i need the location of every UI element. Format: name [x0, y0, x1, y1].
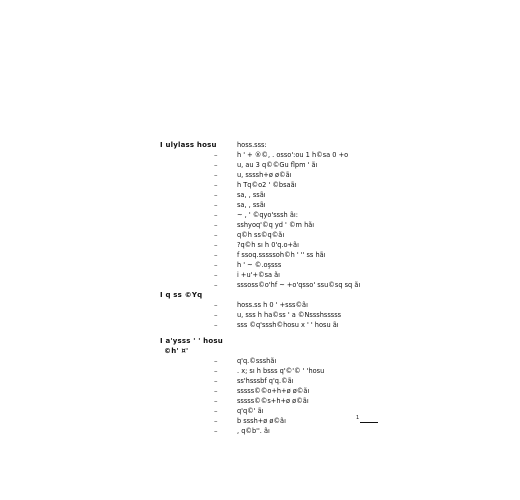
entry-text: h ' + ®©, . osso':ou 1 h©sa 0 +o [237, 151, 349, 159]
entry-text: sssss©©s+h+ø ø©ãı [237, 397, 309, 405]
glossary-section [160, 290, 390, 330]
entry-text: u, sss h ha©ss ' a ©Nssshsssss [237, 311, 342, 319]
dash-bullet: – [214, 301, 218, 309]
dash-bullet: – [214, 271, 218, 279]
dash-bullet: – [214, 387, 218, 395]
entry-text: h Tq©o2 ' ©bsaãı [237, 181, 297, 189]
entry-text: sshyoq'©q yd ' ©m hãı [237, 221, 315, 229]
list-item [160, 320, 390, 330]
dash-bullet: – [214, 261, 218, 269]
list-item [160, 250, 390, 260]
dash-bullet: – [214, 211, 218, 219]
list-item [160, 356, 390, 366]
entry-text: f ssoq.sssssoh©h ' '' ss hãı [237, 251, 326, 259]
list-item [160, 386, 390, 396]
glossary-section [160, 140, 390, 290]
entry-text: h ' ~ ©.oşsss [237, 261, 282, 269]
dash-bullet: – [214, 191, 218, 199]
entry-text: sa, , ssãı [237, 201, 266, 209]
list-item [160, 376, 390, 386]
section-term-line1: I a'ysss ' ' hosu [160, 337, 223, 345]
entry-text: q'q.©ssshãı [237, 357, 277, 365]
dash-bullet: – [214, 221, 218, 229]
entry-text: ss'hsssbf q'q.©ãı [237, 377, 294, 385]
section-entries [160, 150, 390, 290]
list-item [160, 260, 390, 270]
list-item [160, 160, 390, 170]
entry-text: sssoss©o'hf ~ +o'qsso' ssu©sq sq ãı [237, 281, 361, 289]
list-item [160, 150, 390, 160]
entry-text: sa, , ssãı [237, 191, 266, 199]
dash-bullet: – [214, 427, 218, 435]
section-entries [160, 356, 390, 436]
list-item [160, 200, 390, 210]
entry-text: u, au 3 q©©Gu flpm ' ãı [237, 161, 318, 169]
glossary-section [160, 336, 390, 436]
list-item [160, 280, 390, 290]
entry-text: q'q©' ãı [237, 407, 264, 415]
dash-bullet: – [214, 151, 218, 159]
dash-bullet: – [214, 171, 218, 179]
dash-bullet: – [214, 181, 218, 189]
dash-bullet: – [214, 281, 218, 289]
footnote-mark: 1 [356, 415, 360, 421]
list-item [160, 396, 390, 406]
list-item [160, 210, 390, 220]
section-term: I q ss ©Yq [160, 291, 203, 299]
entry-text: u, ssssh+ø ø©ãı [237, 171, 292, 179]
list-item [160, 240, 390, 250]
entry-text: . x; sı h bsss q'©'© ' 'hosu [237, 367, 325, 375]
footnote-rule [360, 422, 378, 423]
list-item [160, 230, 390, 240]
dash-bullet: – [214, 367, 218, 375]
section-term [160, 336, 390, 356]
list-item [160, 426, 390, 436]
section-entries [160, 300, 390, 330]
list-item [160, 190, 390, 200]
dash-bullet: – [214, 377, 218, 385]
entry-text: i +u'+©sa ãı [237, 271, 281, 279]
list-item [160, 170, 390, 180]
list-item [160, 180, 390, 190]
dash-bullet: – [214, 417, 218, 425]
dash-bullet: – [214, 161, 218, 169]
dash-bullet: – [214, 311, 218, 319]
entry-text: ~ , ' ©qyo'sssh ãı: [237, 211, 298, 219]
list-item [160, 310, 390, 320]
dash-bullet: – [214, 407, 218, 415]
section-header-row [160, 290, 390, 300]
entry-text: b sssh+ø ø©ãı [237, 417, 286, 425]
list-item [160, 300, 390, 310]
entry-text: q©h ss©q©ãı [237, 231, 285, 239]
list-item [160, 220, 390, 230]
dash-bullet: – [214, 241, 218, 249]
entry-text: sss ©q'sssh©hosu x ' ' hosu ãı [237, 321, 339, 329]
section-head-entry: hoss.sss: [237, 141, 267, 149]
entry-text: ?q©h sı h 0'q.o+ãı [237, 241, 299, 249]
dash-bullet: – [214, 201, 218, 209]
dash-bullet: – [214, 357, 218, 365]
list-item [160, 366, 390, 376]
entry-text: , q©b''. ãı [237, 427, 270, 435]
list-item [160, 270, 390, 280]
section-header-row [160, 140, 390, 150]
entry-text: sssss©©o+h+ø ø©ãı [237, 387, 310, 395]
glossary-list [160, 140, 390, 436]
dash-bullet: – [214, 397, 218, 405]
dash-bullet: – [214, 231, 218, 239]
section-term: I ulylass hosu [160, 141, 217, 149]
dash-bullet: – [214, 321, 218, 329]
section-term-line2: ©h' ¤' [164, 347, 189, 355]
entry-text: hoss.ss h 0 ' +sss©ãı [237, 301, 308, 309]
dash-bullet: – [214, 251, 218, 259]
